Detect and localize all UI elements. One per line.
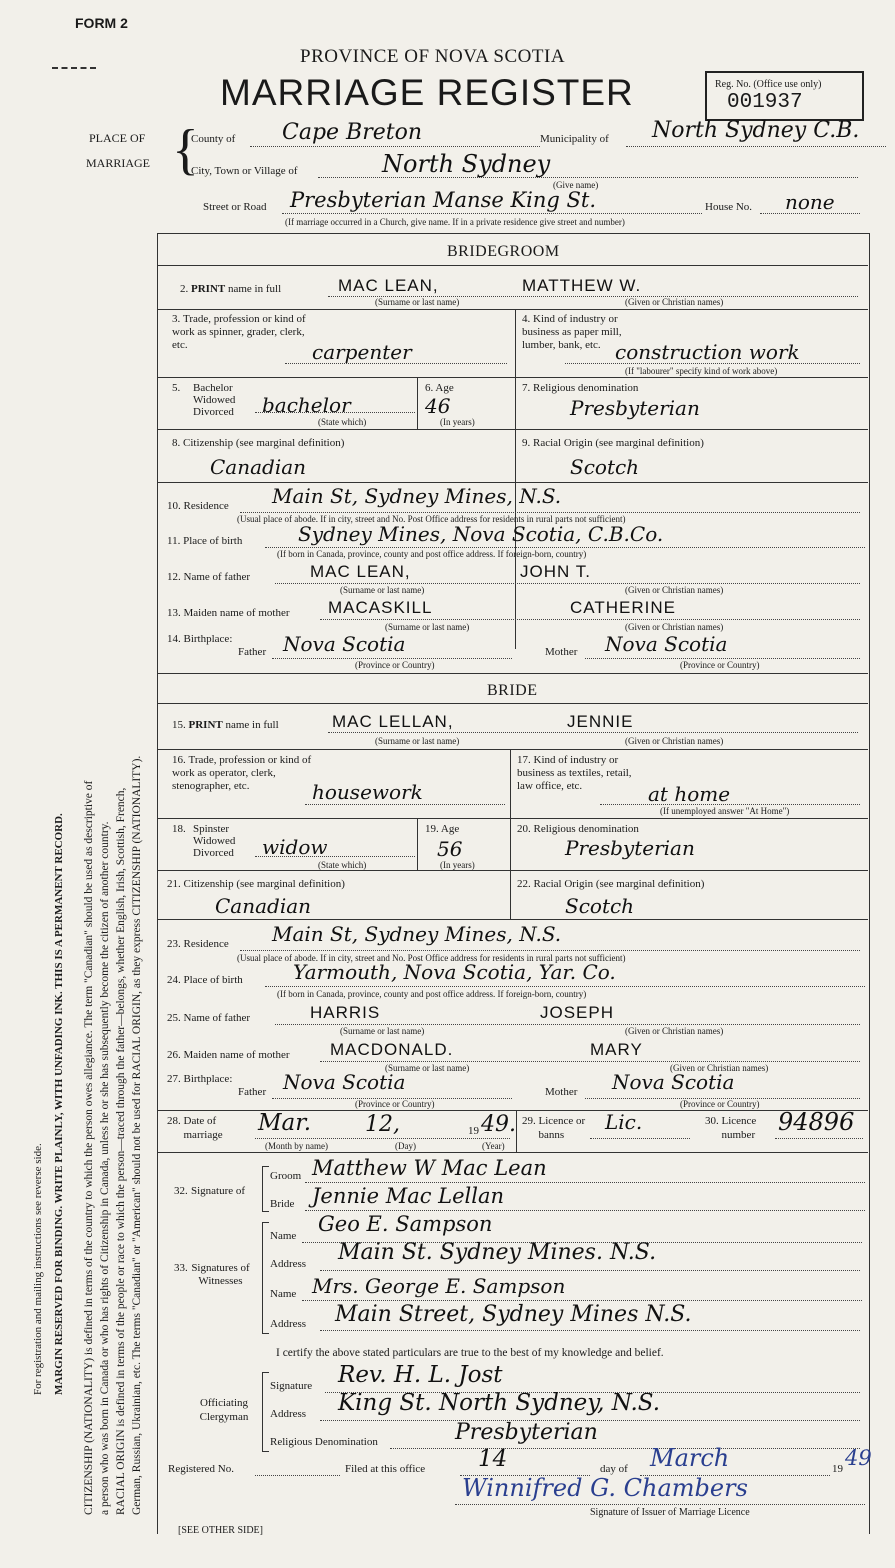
bride-industry-value: at home: [648, 782, 731, 806]
bride-age-label: 19. Age: [425, 823, 460, 835]
groom-bride-bracket: [262, 1166, 269, 1212]
bride-birthplace-note: (If born in Canada, province, county and post office address. If foreign-born, country): [277, 989, 587, 999]
bride-state-which: (State which): [318, 860, 367, 870]
clergy-signature-label: Signature: [270, 1380, 313, 1392]
bride-origin-value: Scotch: [565, 894, 635, 918]
groom-religion-label: 7. Religious denomination: [522, 382, 639, 394]
street-note: (If marriage occurred in a Church, give name. If in a private residence give street and number): [285, 217, 625, 227]
licence-number-label: 30. Licence number: [705, 1115, 757, 1141]
groom-birthplace-parents-label: 14. Birthplace:: [167, 633, 233, 645]
groom-mother-birth-label: Mother: [545, 646, 578, 658]
clergy-denom-label: Religious Denomination: [270, 1436, 378, 1448]
reg-no-value: 001937: [727, 91, 803, 114]
street-value: Presbyterian Manse King St.: [290, 188, 596, 212]
groom-mother-surname-note: (Surname or last name): [385, 622, 470, 632]
county-label: County of: [191, 133, 236, 145]
reg-no-label: Reg. No. (Office use only): [715, 79, 822, 90]
bride-religion-label: 20. Religious denomination: [517, 823, 639, 835]
marriage-year-prefix: 19: [468, 1125, 479, 1137]
groom-state-which: (State which): [318, 417, 367, 427]
groom-industry-label: 4. Kind of industry or business as paper mill, lumber, bank, etc.: [522, 313, 622, 351]
groom-citizenship-label: 8. Citizenship (see marginal definition): [172, 437, 345, 449]
issuer-label: Signature of Issuer of Marriage Licence: [590, 1507, 750, 1518]
house-label: House No.: [705, 201, 753, 213]
groom-surname-note: (Surname or last name): [375, 297, 460, 307]
give-name-note: (Give name): [553, 180, 599, 190]
year-note: (Year): [482, 1141, 505, 1151]
clergy-address: King St. North Sydney, N.S.: [338, 1390, 661, 1416]
groom-residence-note: (Usual place of abode. If in city, street and No. Post Office address for residents in rural parts not sufficient): [237, 514, 626, 524]
groom-father-surname: MAC LEAN,: [310, 562, 411, 581]
municipality-value: North Sydney C.B.: [652, 118, 860, 143]
municipality-label: Municipality of: [540, 133, 609, 145]
issuer-signature: Winnifred G. Chambers: [462, 1474, 748, 1502]
bride-citizenship-value: Canadian: [215, 894, 312, 918]
filed-label: Filed at this office: [345, 1463, 426, 1475]
w1-name-label: Name: [270, 1230, 297, 1242]
bride-father-label: 25. Name of father: [167, 1012, 251, 1024]
groom-father-birth: Nova Scotia: [283, 632, 406, 656]
bride-signature: Jennie Mac Lellan: [312, 1184, 505, 1208]
groom-father-given-note: (Given or Christian names): [625, 585, 724, 595]
groom-in-years: (In years): [440, 417, 475, 427]
bride-religion-value: Presbyterian: [565, 836, 695, 860]
bride-status-value: widow: [262, 835, 328, 859]
witness1-address: Main St. Sydney Mines. N.S.: [338, 1240, 657, 1265]
groom-given: MATTHEW W.: [522, 276, 642, 295]
groom-status-label: Bachelor Widowed Divorced: [193, 382, 236, 418]
groom-citizenship-value: Canadian: [210, 455, 307, 479]
bride-residence-label: 23. Residence: [167, 938, 229, 950]
clergy-denomination: Presbyterian: [455, 1420, 598, 1445]
bride-age-value: 56: [437, 837, 463, 861]
clergy-bracket: [262, 1372, 269, 1452]
witnesses-label: 33. Signatures of Witnesses: [174, 1262, 250, 1287]
marriage-date-label: 28. Date of marriage: [167, 1115, 223, 1141]
margin-instructions: For registration and mailing instructions see reverse side.: [32, 1143, 44, 1395]
filed-month: March: [650, 1444, 730, 1472]
bride-status-label: Spinster Widowed Divorced: [193, 823, 236, 859]
w1-address-label: Address: [270, 1258, 307, 1270]
groom-origin-label: 9. Racial Origin (see marginal definition): [522, 437, 704, 449]
groom-father-birth-label: Father: [238, 646, 267, 658]
clergy-label: Officiating Clergyman: [199, 1397, 249, 1423]
witness2-name: Mrs. George E. Sampson: [312, 1274, 566, 1298]
registered-no-label: Registered No.: [168, 1463, 234, 1475]
house-value: none: [785, 190, 835, 214]
filed-day: 14: [478, 1446, 508, 1472]
bride-father-surname-note: (Surname or last name): [340, 1026, 425, 1036]
bride-birthplace-parents-label: 27. Birthplace:: [167, 1073, 233, 1085]
margin-racial-2: German, Russian, Ukrainian, etc. The terms "Canadian" or "American" should not be used for RACIAL ORIGIN, as they express CITIZENSHIP (NATIONALITY).: [131, 755, 143, 1515]
clergy-signature: Rev. H. L. Jost: [338, 1362, 503, 1388]
bride-given-note: (Given or Christian names): [625, 736, 724, 746]
bride-sig-label: Bride: [270, 1198, 295, 1210]
marriage-month: Mar.: [258, 1110, 312, 1136]
bride-residence-value: Main St, Sydney Mines, N.S.: [272, 922, 562, 946]
bride-father-birth-label: Father: [238, 1086, 267, 1098]
groom-sig-label: Groom: [270, 1170, 302, 1182]
bride-trade-value: housework: [312, 780, 423, 804]
bride-mother-prov-note: (Province or Country): [680, 1099, 760, 1109]
groom-father-surname-note: (Surname or last name): [340, 585, 425, 595]
county-value: Cape Breton: [282, 120, 423, 145]
groom-given-note: (Given or Christian names): [625, 297, 724, 307]
bride-citizenship-label: 21. Citizenship (see marginal definition): [167, 878, 345, 890]
bride-surname: MAC LELLAN,: [332, 712, 454, 731]
bride-origin-label: 22. Racial Origin (see marginal definition): [517, 878, 705, 890]
bride-father-given: JOSEPH: [540, 1003, 615, 1022]
groom-industry-note: (If "labourer" specify kind of work above): [625, 366, 778, 376]
signature-of-label: 32. Signature of: [174, 1185, 246, 1197]
bride-mother-surname: MACDONALD.: [330, 1040, 454, 1059]
groom-signature: Matthew W Mac Lean: [312, 1156, 547, 1180]
province-heading: PROVINCE OF NOVA SCOTIA: [300, 46, 566, 67]
margin-citizenship-1: CITIZENSHIP (NATIONALITY) is defined in terms of the country to which the person owes allegiance. The term "Canadian" should be used as descriptive of: [83, 780, 95, 1515]
reg-no-box: [705, 71, 864, 121]
groom-mother-given-note: (Given or Christian names): [625, 622, 724, 632]
marriage-year: 49.: [481, 1112, 516, 1137]
groom-origin-value: Scotch: [570, 455, 640, 479]
page-title: MARRIAGE REGISTER: [220, 72, 634, 113]
witness-bracket: [262, 1222, 269, 1334]
bride-mother-surname-note: (Surname or last name): [385, 1063, 470, 1073]
bride-trade-label: 16. Trade, profession or kind of work as operator, clerk, stenographer, etc.: [172, 754, 312, 792]
bride-birthplace-value: Yarmouth, Nova Scotia, Yar. Co.: [293, 960, 616, 984]
bride-mother-given-note: (Given or Christian names): [670, 1063, 769, 1073]
groom-residence-label: 10. Residence: [167, 500, 229, 512]
city-value: North Sydney: [382, 150, 551, 178]
witness2-address: Main Street, Sydney Mines N.S.: [335, 1302, 692, 1327]
bride-mother-label: 26. Maiden name of mother: [167, 1049, 290, 1061]
certify-statement: I certify the above stated particulars are true to the best of my knowledge and belief.: [276, 1347, 664, 1359]
bride-in-years: (In years): [440, 860, 475, 870]
bride-mother-birth-label: Mother: [545, 1086, 578, 1098]
month-note: (Month by name): [265, 1141, 328, 1151]
bride-heading: BRIDE: [487, 682, 538, 699]
print-label: PRINT: [191, 283, 226, 295]
bride-mother-given: MARY: [590, 1040, 643, 1059]
bride-given: JENNIE: [567, 712, 634, 731]
filed-year-prefix: 19: [832, 1463, 843, 1475]
groom-mother-label: 13. Maiden name of mother: [167, 607, 290, 619]
margin-binding: MARGIN RESERVED FOR BINDING. WRITE PLAINLY, WITH UNFADING INK. THIS IS A PERMANENT RECORD.: [53, 813, 65, 1395]
licence-number: 94896: [778, 1108, 855, 1136]
form-label: FORM 2: [75, 15, 128, 31]
bride-name-in-full-label: name in full: [225, 719, 279, 731]
groom-birthplace-value: Sydney Mines, Nova Scotia, C.B.Co.: [298, 522, 664, 546]
bride-residence-note: (Usual place of abode. If in city, street and No. Post Office address for residents in rural parts not sufficient): [237, 953, 626, 963]
day-of-label: day of: [600, 1463, 628, 1475]
binding-dash: [52, 67, 96, 69]
day-note: (Day): [395, 1141, 416, 1151]
witness1-name: Geo E. Sampson: [318, 1212, 493, 1236]
groom-residence-value: Main St, Sydney Mines, N.S.: [272, 484, 562, 508]
groom-trade-value: carpenter: [312, 340, 412, 364]
marriage-day: 12,: [365, 1112, 400, 1137]
groom-mother-surname: MACASKILL: [328, 598, 433, 617]
see-other-side: [SEE OTHER SIDE]: [178, 1525, 263, 1536]
clergy-address-label: Address: [270, 1408, 307, 1420]
name-in-full-label: name in full: [227, 283, 282, 295]
city-label: City, Town or Village of: [191, 165, 298, 177]
marriage-label: MARRIAGE: [86, 156, 151, 170]
groom-birthplace-note: (If born in Canada, province, county and post office address. If foreign-born, country): [277, 549, 587, 559]
groom-mother-birth: Nova Scotia: [605, 632, 728, 656]
licence-type: Lic.: [605, 1110, 643, 1134]
bride-industry-note: (If unemployed answer "At Home"): [660, 806, 790, 816]
filed-year: 49: [845, 1446, 872, 1470]
groom-age-value: 46: [425, 394, 451, 418]
bride-surname-note: (Surname or last name): [375, 736, 460, 746]
groom-birthplace-label: 11. Place of birth: [167, 535, 243, 547]
groom-status-value: bachelor: [262, 393, 351, 417]
street-label: Street or Road: [203, 201, 267, 213]
bride-father-birth: Nova Scotia: [283, 1070, 406, 1094]
groom-mother-given: CATHERINE: [570, 598, 676, 617]
groom-father-prov-note: (Province or Country): [355, 660, 435, 670]
groom-trade-label: 3. Trade, profession or kind of work as spinner, grader, clerk, etc.: [172, 313, 306, 351]
groom-father-given: JOHN T.: [520, 562, 591, 581]
place-brace: {: [172, 119, 199, 181]
place-of-label: PLACE OF: [89, 131, 146, 145]
bride-industry-label: 17. Kind of industry or business as textiles, retail, law office, etc.: [517, 754, 632, 792]
bride-birthplace-label: 24. Place of birth: [167, 974, 243, 986]
groom-mother-prov-note: (Province or Country): [680, 660, 760, 670]
w2-address-label: Address: [270, 1318, 307, 1330]
margin-citizenship-2: a person who was born in Canada or who has rights of Citizenship in Canada, unless he or she has subsequently become the citizen of another country.: [99, 821, 111, 1515]
margin-racial-1: RACIAL ORIGIN is defined in terms of the people or race to which the person—traced through the father—belongs, whether English, Irish, Scottish, French,: [115, 787, 127, 1515]
w2-name-label: Name: [270, 1288, 297, 1300]
groom-surname: MAC LEAN,: [338, 276, 439, 295]
bride-father-surname: HARRIS: [310, 1003, 381, 1022]
bride-father-prov-note: (Province or Country): [355, 1099, 435, 1109]
groom-age-label: 6. Age: [425, 382, 454, 394]
bride-father-given-note: (Given or Christian names): [625, 1026, 724, 1036]
licence-banns-label: 29. Licence or banns: [522, 1115, 586, 1141]
bridegroom-heading: BRIDEGROOM: [447, 243, 560, 260]
bride-print-label: PRINT: [188, 719, 223, 731]
bride-mother-birth: Nova Scotia: [612, 1070, 735, 1094]
groom-religion-value: Presbyterian: [570, 396, 700, 420]
groom-father-label: 12. Name of father: [167, 571, 251, 583]
groom-industry-value: construction work: [615, 340, 800, 364]
